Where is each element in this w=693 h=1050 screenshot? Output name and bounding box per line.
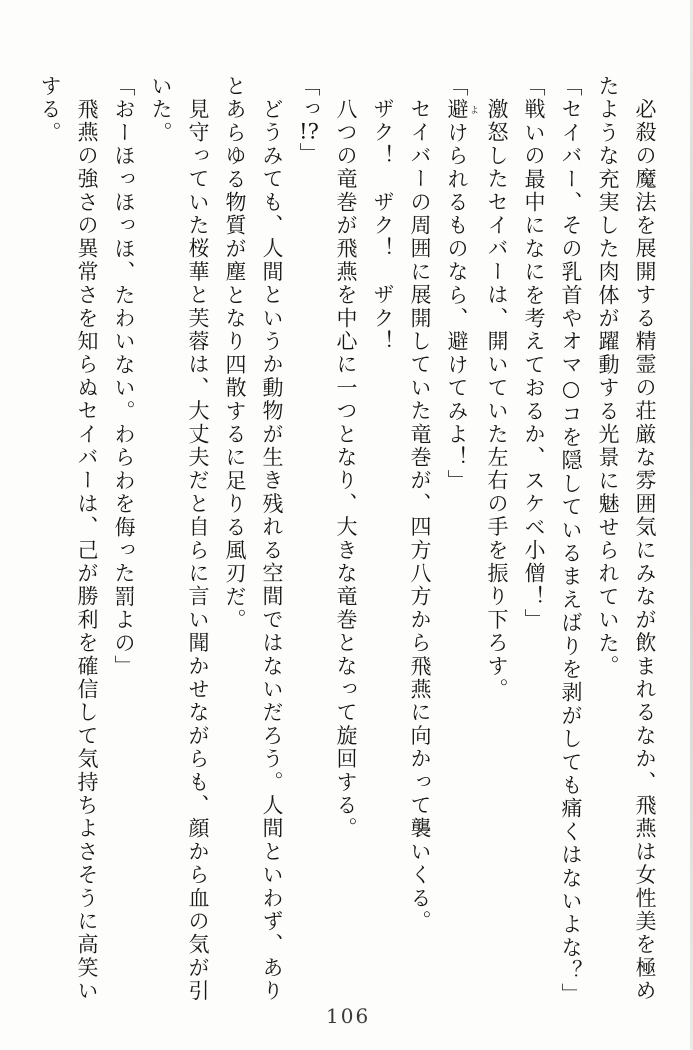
paragraph-dialogue-saber-2: 「避 よけられるものなら、避けてみよ！」	[445, 75, 478, 493]
tate-chu-yoko-text: !?	[299, 121, 319, 143]
paragraph-narration-6: 見守っていた桜華と芙蓉は、大丈夫だと自らに言い聞かせながらも、顔から血の気が引いた。	[149, 75, 210, 1003]
paragraph-narration-3: セイバーの周囲に展開していた竜巻が、四方八方から飛燕に向かって襲いくる。	[408, 98, 432, 934]
paragraph-narration-5: どうみても、人間というか動物が生き残れる空間ではないだろう。人間といわず、ありとあらゆる物質が塵となり四散するに足りる風刃だ。	[223, 75, 284, 1003]
paragraph-narration-2: 激怒したセイバーは、開いていた左右の手を振り下ろす。	[485, 98, 509, 702]
paragraph-dialogue-hien-2: 「っ!?」	[297, 75, 321, 166]
paragraph-narration-4: 八つの竜巻が飛燕を中心に一つとなり、大きな竜巻となって旋回する。	[334, 98, 358, 841]
page-number: 106	[326, 1004, 371, 1028]
page-text	[31, 75, 663, 1005]
paragraph-narration-1: 必殺の魔法を展開する精霊の荘厳な雰囲気にみなが飲まれるなか、飛燕は女性美を極めたような充実した肉体が躍動する光景に魅せられていた。	[596, 75, 657, 1003]
paragraph-narration-7: 飛燕の強さの異常さを知らぬセイバーは、己が勝利を確信して気持ちよさそうに高笑いする。	[38, 75, 99, 1003]
paragraph-dialogue-saber-1: 「戦いの最中になにを考えておるか、スケベ小僧！」	[522, 75, 546, 632]
paragraph-dialogue-saber-3: 「おーほっほっほ、たわいない。わらわを侮った罰よの」	[112, 75, 136, 679]
paragraph-sfx-zaku: ザク！ ザク！ ザク！	[371, 98, 395, 354]
ruby-annotated-text: 避 よ	[445, 98, 478, 122]
paragraph-dialogue-hien-1: 「セイバー、その乳首やオマ○コを隠しているまえばりを剥がしても痛くはないよな？」	[559, 75, 583, 1006]
